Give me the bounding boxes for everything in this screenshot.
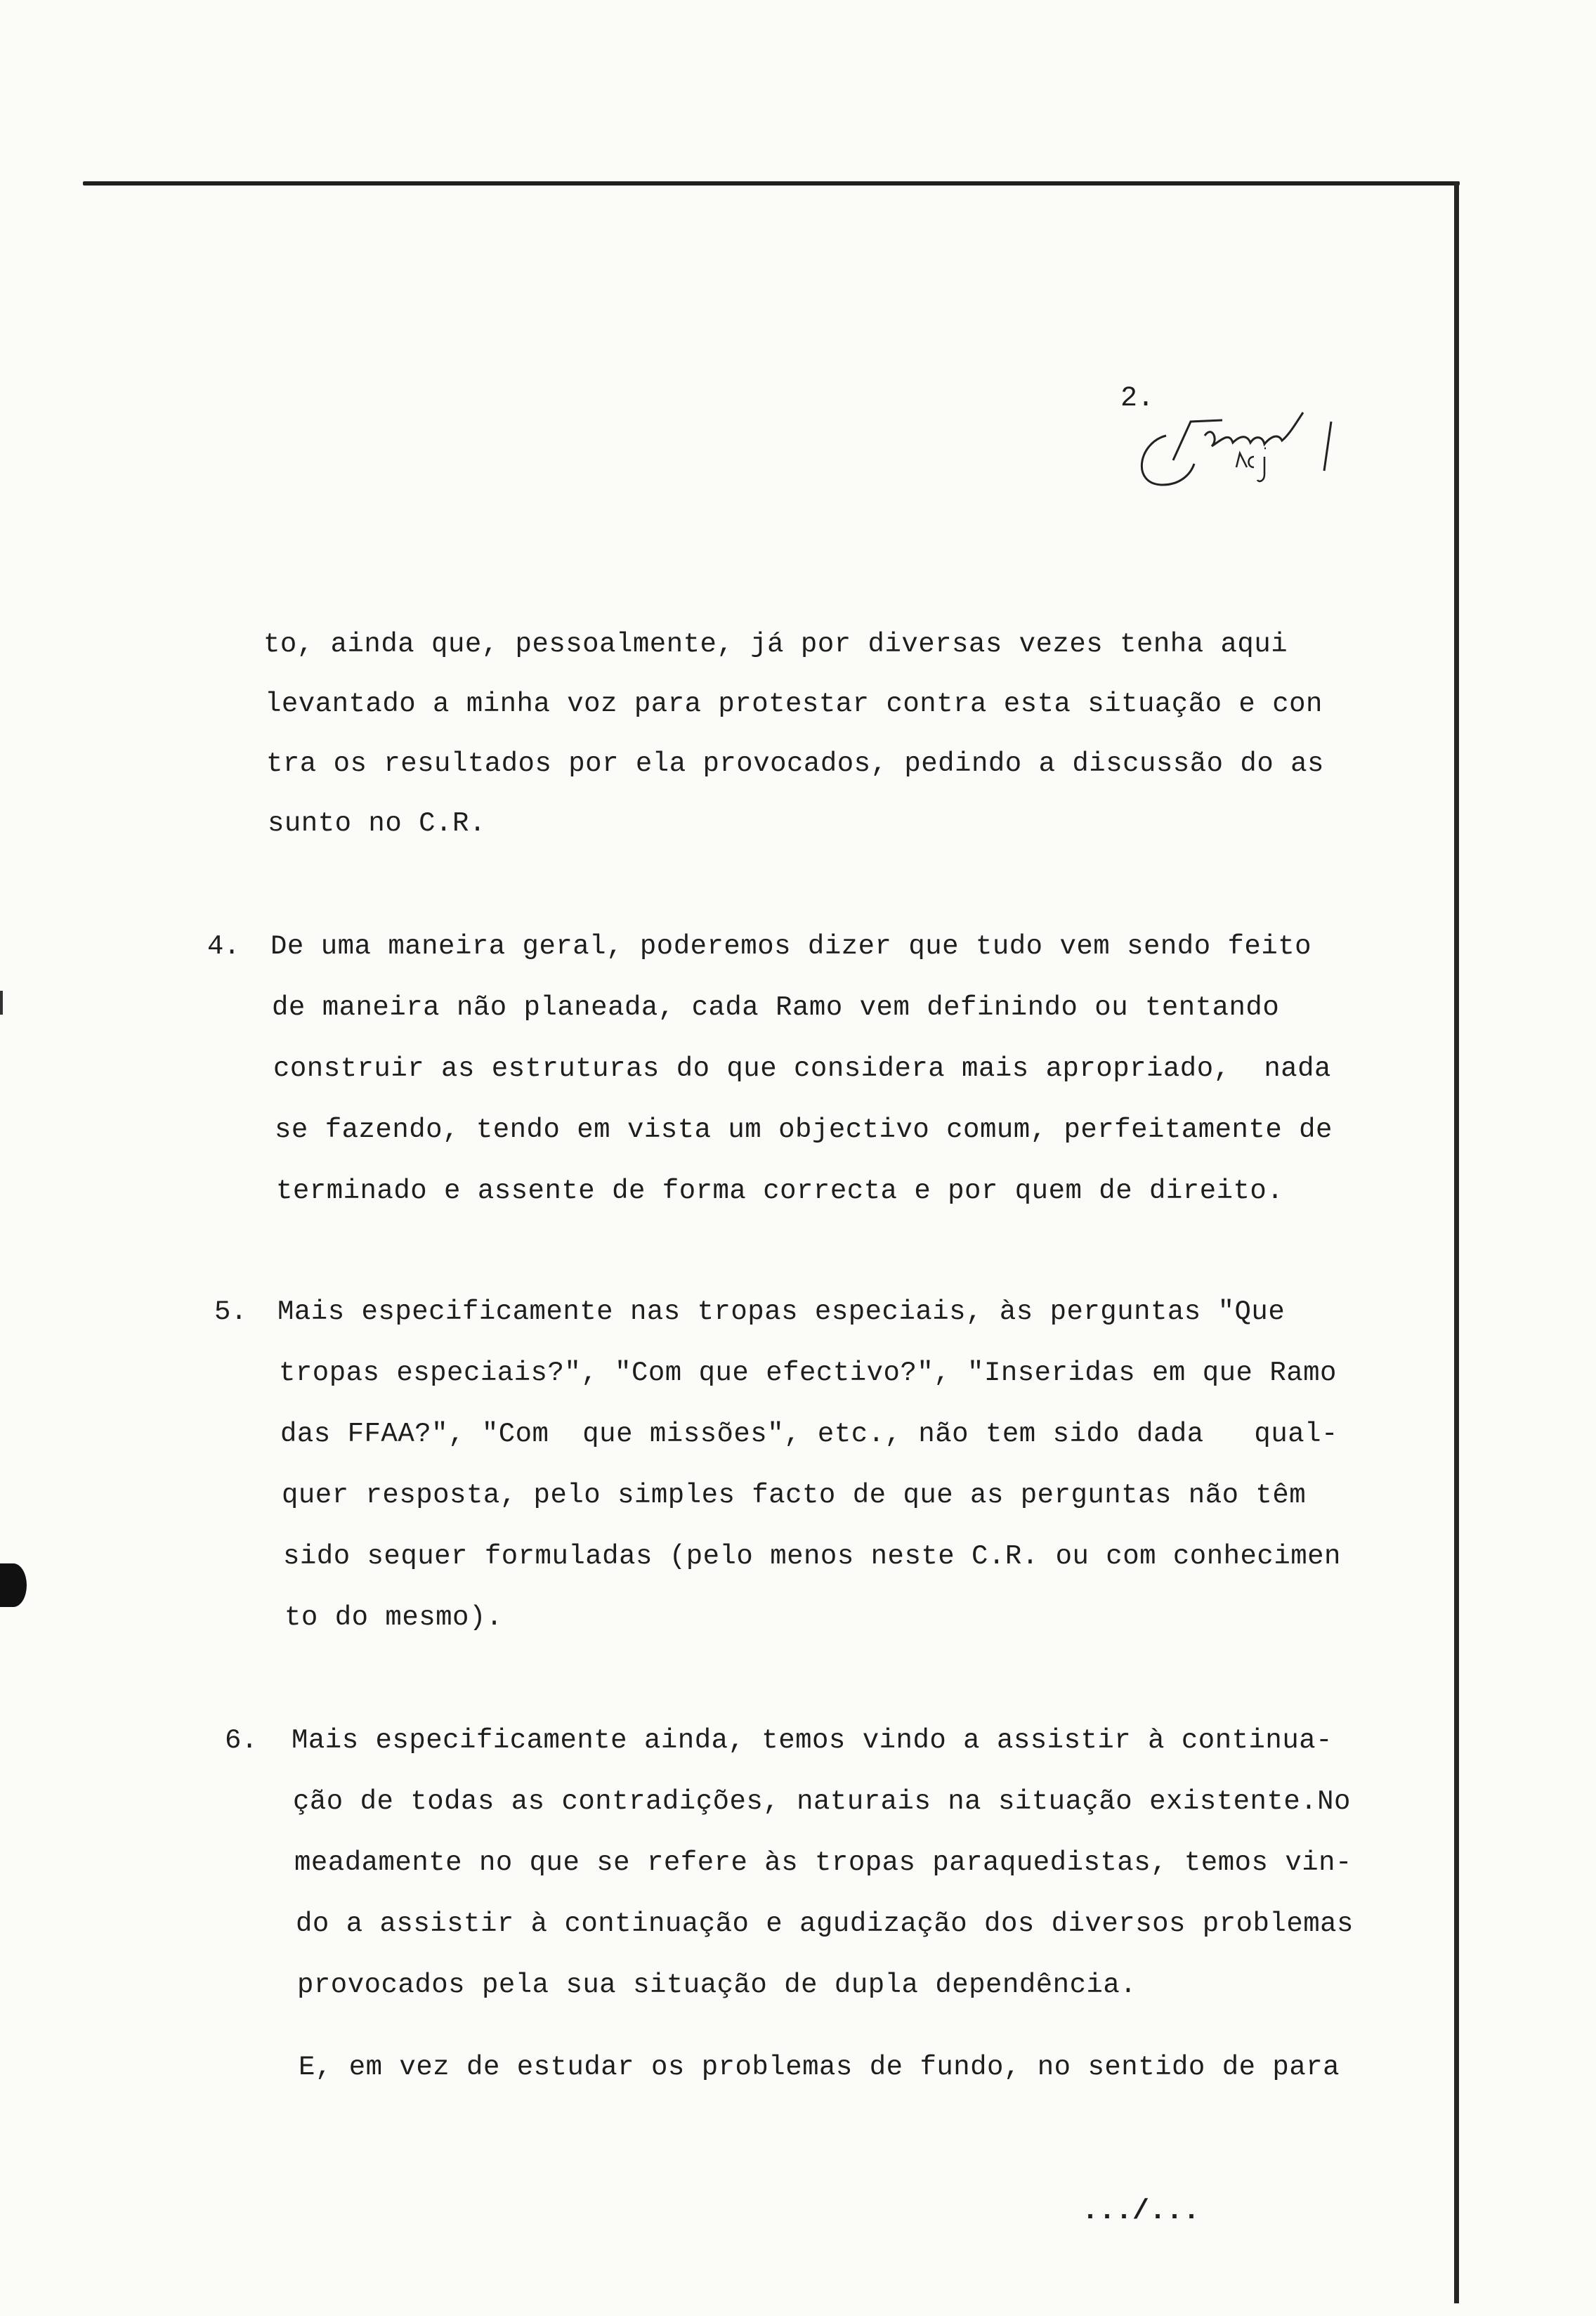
text-line: de maneira não planeada, cada Ramo vem definindo ou tentando [272, 992, 1280, 1023]
page-number: 2. [1120, 383, 1155, 415]
text-line: provocados pela sua situação de dupla dependência. [297, 1970, 1137, 2001]
text-line: do a assistir à continuação e agudização dos diversos problemas [296, 1908, 1354, 1939]
text-line: sunto no C.R. [268, 808, 486, 839]
text-line: quer resposta, pelo simples facto de que as perguntas não têm [282, 1480, 1307, 1511]
paragraph-number: 4. [207, 931, 240, 962]
top-border-line [83, 181, 1460, 186]
text-line: to, ainda que, pessoalmente, já por diversas vezes tenha aqui [263, 629, 1288, 660]
text-line: De uma maneira geral, poderemos dizer que tudo vem sendo feito [270, 931, 1312, 962]
text-line: tropas especiais?", "Com que efectivo?", "Inseridas em que Ramo [279, 1358, 1337, 1388]
paragraph-number: 6. [225, 1725, 258, 1756]
text-line: tra os resultados por ela provocados, pedindo a discussão do as [266, 748, 1324, 779]
paragraph-number: 5. [214, 1296, 247, 1327]
text-line: sido sequer formuladas (pelo menos neste C.R. ou com conhecimen [283, 1541, 1341, 1572]
continuation-mark: .../... [1082, 2196, 1201, 2227]
text-line: terminado e assente de forma correcta e por quem de direito. [276, 1176, 1284, 1206]
text-line: levantado a minha voz para protestar contra esta situação e con [265, 689, 1323, 720]
handwritten-signature [1124, 393, 1356, 513]
text-line: construir as estruturas do que considera mais apropriado, nada [273, 1053, 1331, 1084]
text-line: to do mesmo). [284, 1602, 503, 1633]
text-line: das FFAA?", "Com que missões", etc., não tem sido dada qual- [280, 1419, 1338, 1450]
text-line: ção de todas as contradições, naturais na situação existente.No [293, 1786, 1351, 1817]
punch-hole-mark [0, 1563, 27, 1607]
text-line: se fazendo, tendo em vista um objectivo comum, perfeitamente de [275, 1114, 1333, 1145]
edge-mark [0, 991, 3, 1015]
text-line: Mais especificamente ainda, temos vindo a assistir à continua- [292, 1725, 1333, 1756]
text-line: Mais especificamente nas tropas especiais, às perguntas "Que [277, 1296, 1286, 1327]
text-line: meadamente no que se refere às tropas paraquedistas, temos vin- [294, 1847, 1352, 1878]
text-line: E, em vez de estudar os problemas de fundo, no sentido de para [299, 2052, 1340, 2083]
right-border-line [1454, 181, 1459, 2303]
